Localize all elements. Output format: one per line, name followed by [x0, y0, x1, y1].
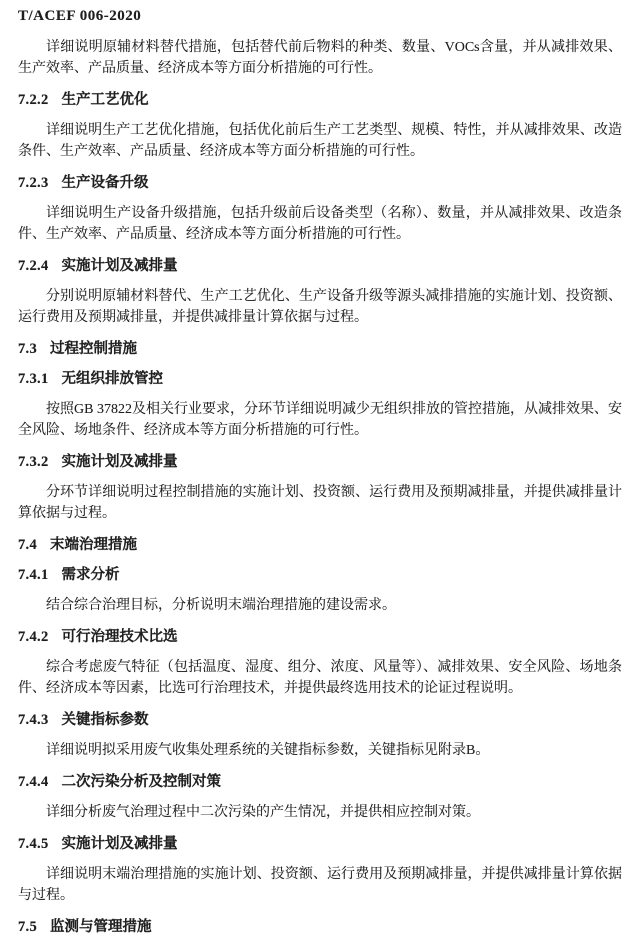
section-heading-7.3: [18, 341, 622, 358]
section-title: 生产工艺优化: [61, 92, 149, 108]
paragraph: 分环节详细说明过程控制措施的实施计划、投资额、运行费用及预期减排量，并提供减排量计算依据与过程。: [18, 485, 622, 521]
section-heading-7.2.3: [18, 175, 622, 192]
section-number: 7.3.1: [18, 371, 49, 387]
section-title: 实施计划及减排量: [61, 836, 178, 852]
section-heading-7.3.2: [18, 454, 622, 471]
paragraph: 按照GB 37822及相关行业要求，分环节详细说明减少无组织排放的管控措施，从减排效果、安全风险、场地条件、经济成本等方面分析措施的可行性。: [18, 402, 622, 438]
paragraph: 详细说明生产工艺优化措施，包括优化前后生产工艺类型、规模、特性，并从减排效果、改造条件、生产效率、产品质量、经济成本等方面分析措施的可行性。: [18, 123, 622, 159]
paragraph: 综合考虑废气特征（包括温度、湿度、组分、浓度、风量等）、减排效果、安全风险、场地条件、经济成本等因素，比选可行治理技术，并提供最终选用技术的论证过程说明。: [18, 660, 622, 696]
paragraph: 详细说明拟采用废气收集处理系统的关键指标参数，关键指标见附录B。: [46, 743, 490, 758]
section-number: 7.2.2: [18, 92, 49, 108]
section-heading-7.4.5: [18, 836, 622, 853]
paragraph: 详细说明生产设备升级措施，包括升级前后设备类型（名称）、数量，并从减排效果、改造条件、生产效率、产品质量、经济成本等方面分析措施的可行性。: [18, 206, 622, 242]
paragraph: 详细说明末端治理措施的实施计划、投资额、运行费用及预期减排量，并提供减排量计算依据与过程。: [18, 867, 622, 903]
section-heading-7.4: [18, 537, 622, 554]
paragraph: 分别说明原辅材料替代、生产工艺优化、生产设备升级等源头减排措施的实施计划、投资额、运行费用及预期减排量，并提供减排量计算依据与过程。: [18, 289, 622, 325]
section-number: 7.4.3: [18, 712, 49, 728]
section-title: 关键指标参数: [61, 712, 149, 728]
section-heading-7.3.1: [18, 371, 622, 388]
section-number: 7.4.4: [18, 774, 49, 790]
section-title: 实施计划及减排量: [61, 258, 178, 274]
section-heading-7.2.2: [18, 92, 622, 109]
section-heading-7.4.3: [18, 712, 622, 729]
section-number: 7.5: [18, 919, 38, 933]
section-heading-7.4.2: [18, 629, 622, 646]
document-standard-number: T/ACEF 006-2020: [18, 8, 142, 24]
section-title: 可行治理技术比选: [61, 629, 178, 645]
section-number: 7.4.2: [18, 629, 49, 645]
section-title: 过程控制措施: [50, 341, 138, 357]
section-number: 7.4.5: [18, 836, 49, 852]
section-title: 二次污染分析及控制对策: [61, 774, 221, 790]
section-title: 监测与管理措施: [50, 919, 152, 933]
section-heading-7.4.1: [18, 567, 622, 584]
section-heading-7.2.4: [18, 258, 622, 275]
section-title: 末端治理措施: [50, 537, 138, 553]
section-title: 实施计划及减排量: [61, 454, 178, 470]
section-title: 需求分析: [61, 567, 120, 583]
section-title: 生产设备升级: [61, 175, 149, 191]
section-number: 7.3: [18, 341, 38, 357]
paragraph: 结合综合治理目标，分析说明末端治理措施的建设需求。: [46, 598, 396, 613]
section-number: 7.3.2: [18, 454, 49, 470]
section-heading-7.4.4: [18, 774, 622, 791]
section-number: 7.4: [18, 537, 38, 553]
section-heading-7.5: [18, 919, 622, 933]
section-title: 无组织排放管控: [61, 371, 163, 387]
paragraph: 详细分析废气治理过程中二次污染的产生情况，并提供相应控制对策。: [46, 805, 480, 820]
paragraph: 详细说明原辅材料替代措施，包括替代前后物料的种类、数量、VOCs含量，并从减排效果、生产效率、产品质量、经济成本等方面分析措施的可行性。: [18, 40, 622, 76]
section-number: 7.2.3: [18, 175, 49, 191]
section-number: 7.4.1: [18, 567, 49, 583]
section-number: 7.2.4: [18, 258, 49, 274]
document-body: [18, 37, 622, 933]
